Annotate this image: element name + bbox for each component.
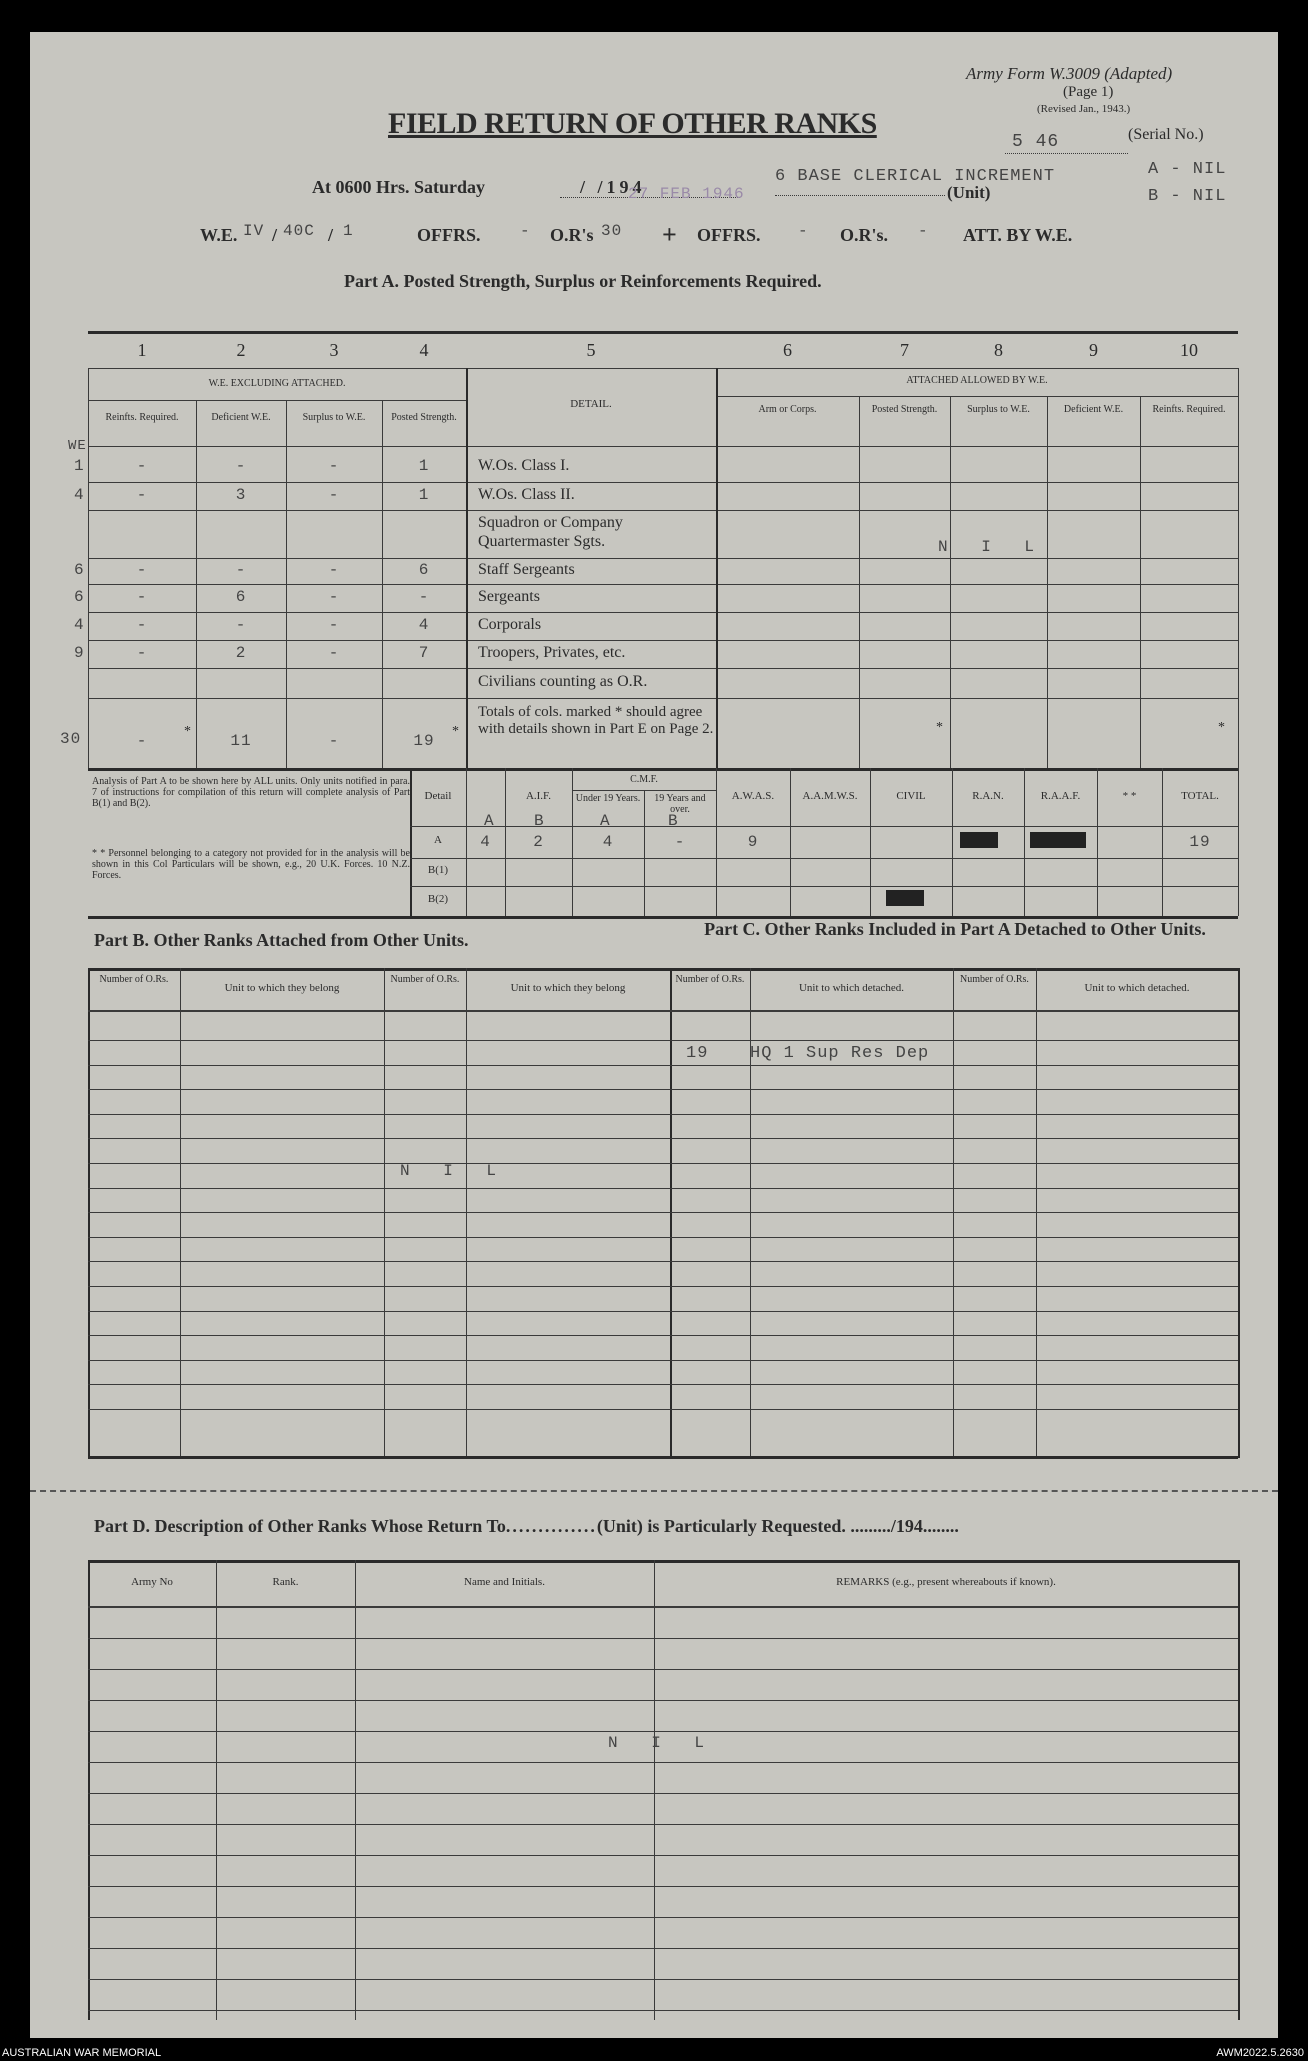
column-number: 5 [586, 340, 596, 360]
analysis-value: 9 [747, 833, 759, 851]
column-header: Deficient W.E. [1063, 404, 1124, 415]
ors2-value: - [918, 222, 929, 240]
rule [88, 1731, 1238, 1732]
row-value: - [418, 588, 430, 606]
rule [88, 612, 1238, 613]
row-value: 2 [235, 644, 247, 662]
rule [88, 482, 1238, 483]
totals-posted: 19 [413, 732, 435, 750]
analysis-header: * * [1122, 790, 1137, 802]
vline [196, 400, 197, 768]
rule [88, 1606, 1238, 1608]
row-detail: Troopers, Privates, etc. [478, 644, 626, 661]
rule [716, 396, 1238, 397]
part-bc-header: Unit to which they belong [510, 982, 626, 994]
part-a-top-rule [88, 331, 1238, 334]
column-number: 9 [1089, 340, 1098, 360]
row-value: - [136, 644, 148, 662]
analysis-value: 2 [533, 833, 544, 851]
row-value: - [328, 644, 340, 662]
date-stamp: 27 FEB 1946 [628, 185, 745, 203]
part-c-title: Part C. Other Ranks Included in Part A Detached to Other Units. [704, 919, 1206, 939]
vline [1238, 968, 1240, 1458]
rule [88, 1917, 1238, 1918]
row-value: - [235, 561, 247, 579]
analysis-header: CIVIL [896, 790, 926, 802]
typed-a: A [484, 812, 495, 830]
rule [88, 1089, 1238, 1090]
row-value: 6 [418, 561, 430, 579]
analysis-header: TOTAL. [1181, 790, 1219, 802]
row-we-value: 4 [74, 616, 85, 634]
rule [88, 1138, 1238, 1139]
offrs2-label: OFFRS. [697, 225, 761, 245]
row-value: 1 [418, 457, 430, 475]
rule [88, 558, 1238, 559]
part-b-title: Part B. Other Ranks Attached from Other Units. [94, 930, 469, 950]
column-number: 3 [329, 340, 339, 360]
attached-nil: N I L [938, 538, 1047, 556]
asterisk: * [184, 724, 191, 739]
row-we-value: 1 [74, 457, 85, 475]
row-we-value: 9 [74, 644, 85, 662]
column-number: 2 [236, 340, 246, 360]
row-value: - [136, 561, 148, 579]
offrs-label: OFFRS. [417, 225, 481, 245]
column-header: Arm or Corps. [758, 404, 817, 415]
rule [88, 1010, 1238, 1012]
vline [1140, 396, 1141, 768]
row-detail: Squadron or Company Quartermaster Sgts. [478, 514, 623, 550]
analysis-value: - [674, 833, 686, 851]
part-bc-header: Number of O.Rs. [390, 974, 460, 985]
column-number: 8 [994, 340, 1003, 360]
vline [355, 1560, 356, 2020]
footer-left: AUSTRALIAN WAR MEMORIAL [2, 2047, 162, 2059]
serial-value: 5 46 [1012, 132, 1060, 152]
vline [88, 1560, 90, 2020]
we-excluding-label: W.E. EXCLUDING ATTACHED. [208, 378, 346, 389]
totals-surplus: - [328, 732, 340, 750]
row-detail: Civilians counting as O.R. [478, 673, 648, 690]
rule [88, 1824, 1238, 1825]
form-title: FIELD RETURN OF OTHER RANKS [388, 107, 877, 140]
row-we-value: 6 [74, 561, 85, 579]
row-value: 7 [418, 644, 430, 662]
at-line-date: / /194 [580, 177, 646, 197]
rule [572, 790, 716, 791]
vline [716, 368, 718, 768]
rule [88, 1311, 1238, 1312]
we-slash-1: / [272, 225, 278, 245]
row-we-value: 4 [74, 486, 85, 504]
ors-label: O.R's [550, 225, 594, 245]
form-id: Army Form W.3009 (Adapted) [966, 64, 1173, 83]
we-value-1: IV [243, 222, 265, 240]
rule [88, 1855, 1238, 1856]
rule [88, 1040, 1238, 1041]
typed-a2: A [600, 812, 611, 830]
row-we-value: 6 [74, 588, 85, 606]
row-detail: Corporals [478, 616, 542, 633]
row-value: 4 [418, 616, 430, 634]
vline [88, 368, 89, 768]
offrs-value: - [520, 222, 531, 240]
rule [410, 886, 1238, 887]
rule [88, 2010, 1238, 2011]
part-d-header: REMARKS (e.g., present whereabouts if known). [836, 1576, 1056, 1588]
column-number: 6 [783, 340, 792, 360]
serial-label: (Serial No.) [1128, 126, 1204, 143]
row-value: 3 [235, 486, 247, 504]
part-bc-header: Unit to which they belong [224, 982, 340, 994]
column-header: Deficient W.E. [211, 412, 271, 423]
row-value: - [328, 588, 340, 606]
we-label: W.E. [200, 225, 238, 245]
vline [216, 1560, 217, 2020]
att-label: ATT. BY W.E. [963, 225, 1073, 245]
row-value: - [235, 616, 247, 634]
rule [88, 698, 1238, 699]
analysis-header: A.W.A.S. [731, 790, 775, 802]
column-header: Reinfts. Required. [105, 412, 179, 423]
column-header: Surplus to W.E. [302, 412, 366, 423]
we-value-2: 40C [283, 222, 315, 240]
rule [88, 1261, 1238, 1262]
part-d-header: Name and Initials. [464, 1576, 545, 1588]
vline [1238, 1560, 1240, 2020]
b-nil: B - NIL [1148, 187, 1227, 206]
row-value: - [136, 457, 148, 475]
row-value: - [328, 616, 340, 634]
rule [88, 1335, 1238, 1336]
row-value: - [136, 616, 148, 634]
analysis-header: A.A.M.W.S. [802, 790, 858, 802]
analysis-header: R.A.N. [972, 790, 1004, 802]
we-margin-label: WE [68, 438, 87, 454]
vline [950, 396, 951, 768]
vline [654, 1560, 655, 2020]
vline [859, 396, 860, 768]
detail-header: DETAIL. [570, 398, 612, 410]
vline [286, 400, 287, 768]
we-slash-2: / [328, 225, 334, 245]
part-bc-header: Unit to which detached. [798, 982, 905, 994]
column-number: 1 [137, 340, 147, 360]
totals-detail: Totals of cols. marked * should agree with details shown in Part E on Page 2. [478, 704, 714, 737]
analysis-value: 4 [602, 833, 614, 851]
rule [88, 968, 670, 971]
ors2-label: O.R's. [840, 225, 889, 245]
vline [382, 400, 383, 768]
rule [88, 1384, 1238, 1385]
column-header: Surplus to W.E. [967, 404, 1030, 415]
rule [88, 1456, 1238, 1459]
analysis-row-label: B(2) [427, 893, 449, 905]
rule [88, 1560, 1238, 1563]
row-value: - [136, 588, 148, 606]
part-bc-header: Number of O.Rs. [99, 974, 169, 985]
part-bc-header: Unit to which detached. [1084, 982, 1190, 994]
rule [88, 1793, 1238, 1794]
part-d-header: Rank. [272, 1576, 299, 1588]
rule [670, 968, 1238, 971]
rule [88, 640, 1238, 641]
ors-value: 30 [601, 222, 623, 240]
rule [88, 584, 1238, 585]
rule [88, 1188, 1238, 1189]
analysis-value: 19 [1189, 833, 1211, 851]
rule [88, 1237, 1238, 1238]
typed-b2: B [668, 812, 679, 830]
rule [88, 1762, 1238, 1763]
rule [88, 1669, 1238, 1670]
rule [88, 1886, 1238, 1887]
column-number: 7 [900, 340, 909, 360]
part-c-entry-number: 19 [686, 1044, 709, 1063]
column-number: 4 [419, 340, 429, 360]
analysis-header: R.A.A.F. [1040, 790, 1081, 802]
redaction-mark [960, 832, 998, 848]
rule [88, 1065, 1238, 1066]
typed-b: B [534, 812, 545, 830]
part-d-nil: N I L [608, 1734, 717, 1752]
totals-we: 30 [60, 730, 82, 748]
vline [1238, 368, 1239, 768]
rule [88, 1286, 1238, 1287]
redaction-mark [886, 890, 924, 906]
vline [1047, 396, 1048, 768]
rule [88, 446, 1238, 447]
rule [88, 668, 1238, 669]
redaction-mark [1030, 832, 1086, 848]
row-value: - [328, 457, 340, 475]
at-line-prefix: At 0600 Hrs. Saturday [312, 177, 486, 197]
cut-line [30, 1490, 1278, 1492]
attached-allowed-label: ATTACHED ALLOWED BY W.E. [906, 375, 1048, 386]
column-header: Posted Strength. [871, 404, 938, 415]
rule [88, 1700, 1238, 1701]
a-nil: A - NIL [1148, 160, 1227, 179]
we-value-3: 1 [343, 222, 354, 240]
asterisk: * [936, 720, 943, 735]
rule [88, 1114, 1238, 1115]
asterisk: * [1218, 720, 1225, 735]
totals-reinfts: - [136, 732, 148, 750]
rule [88, 368, 1238, 369]
plus-sign: + [662, 220, 677, 249]
rule [410, 858, 1238, 859]
row-value: - [136, 486, 148, 504]
analysis-note-2: * * Personnel belonging to a category not provided for in the analysis will be shown in this Col Particulars will be shown, e.g., 20 U.K. Forces. 10 N.Z. Forces. [92, 848, 410, 881]
analysis-header: 19 Years and over. [654, 793, 706, 815]
row-value: - [328, 486, 340, 504]
vline [466, 368, 468, 768]
analysis-value: 4 [480, 833, 491, 851]
rule [88, 510, 1238, 511]
analysis-row-label: B(1) [427, 864, 449, 876]
rule [88, 1638, 1238, 1639]
offrs2-value: - [798, 222, 809, 240]
analysis-header: A.I.F. [525, 790, 552, 802]
part-b-nil: N I L [400, 1162, 509, 1180]
row-detail: Sergeants [478, 588, 540, 605]
part-d-header: Army No [131, 1576, 173, 1588]
rule [88, 1948, 1238, 1949]
rule [88, 1360, 1238, 1361]
row-value: - [235, 457, 247, 475]
part-c-entry-unit: HQ 1 Sup Res Dep [750, 1044, 930, 1063]
rule [88, 400, 466, 401]
row-detail: W.Os. Class II. [478, 486, 575, 503]
part-a-title: Part A. Posted Strength, Surplus or Reinforcements Required. [344, 271, 822, 291]
row-value: 1 [418, 486, 430, 504]
cmf-label: C.M.F. [630, 774, 658, 785]
row-value: - [328, 561, 340, 579]
vline [1238, 768, 1239, 916]
unit-line [775, 195, 945, 196]
rule [88, 1979, 1238, 1980]
analysis-header: Detail [424, 790, 452, 802]
asterisk: * [452, 724, 459, 739]
page-number: (Page 1) [1063, 84, 1114, 100]
column-header: Posted Strength. [391, 412, 457, 423]
footer-right: AWM2022.5.2630 [1216, 2047, 1304, 2059]
row-detail: W.Os. Class I. [478, 457, 570, 474]
analysis-row-label: A [434, 834, 442, 846]
column-header: Reinfts. Required. [1152, 404, 1226, 415]
column-number: 10 [1180, 340, 1198, 360]
part-bc-header: Number of O.Rs. [960, 974, 1029, 985]
row-detail: Staff Sergeants [478, 561, 575, 578]
revision-note: (Revised Jan., 1943.) [1037, 103, 1131, 115]
analysis-note-1: Analysis of Part A to be shown here by ALL units. Only units notified in para. 7 of instructions for compilation of this return will complete analysis of Part B(1) and B(2). [92, 776, 410, 809]
totals-deficient: 11 [230, 732, 252, 750]
unit-typed: 6 BASE CLERICAL INCREMENT [775, 167, 1056, 186]
row-value: 6 [235, 588, 247, 606]
rule [88, 1212, 1238, 1213]
rule [88, 768, 1238, 771]
rule [88, 1409, 1238, 1410]
serial-line [1005, 153, 1128, 154]
unit-label: (Unit) [947, 183, 991, 202]
rule [88, 1163, 1238, 1164]
part-d-title: Part D. Description of Other Ranks Whose Return To..............(Unit) is Particularly Requested. ........./194........ [94, 1516, 959, 1536]
part-bc-header: Number of O.Rs. [675, 974, 745, 985]
analysis-header: Under 19 Years. [575, 793, 641, 804]
